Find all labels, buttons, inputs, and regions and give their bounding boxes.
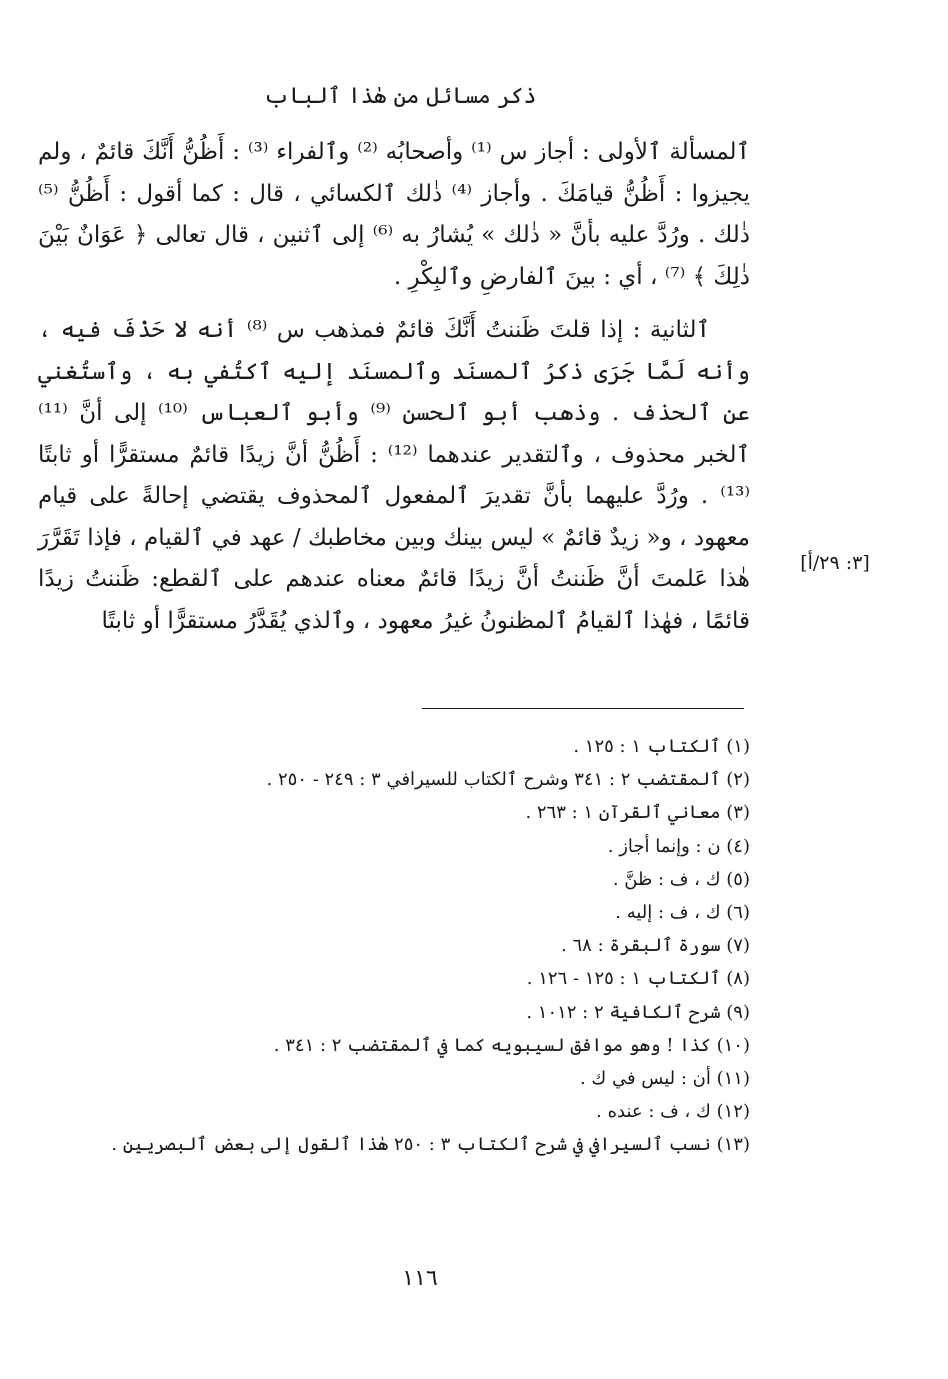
footnote: (٨) ٱلكتاب ١ : ١٢٥ - ١٢٦ . <box>526 968 750 990</box>
page-number: ١١٦ <box>402 1266 438 1291</box>
footnote: (١) ٱلكتاب ١ : ١٢٥ . <box>573 736 750 757</box>
footnotes-list <box>60 730 750 1162</box>
main-text <box>38 132 750 642</box>
footnote: (٦) ك ، ف : إليه . <box>615 902 750 924</box>
footnote: (١١) أن : ليس في ك . <box>579 1068 750 1090</box>
footnote: (٤) ن : وإنما أجاز . <box>607 835 750 857</box>
running-title: ذكر مسائل من هٰذا ٱلباب <box>263 84 537 109</box>
footnote: (٧) سورة ٱلبقرة : ٦٨ . <box>561 935 750 957</box>
footnote: (١٢) ك ، ف : عنده . <box>596 1101 750 1123</box>
footnote: (٣) معاني ٱلقرآن ١ : ٢٦٣ . <box>525 802 750 824</box>
paragraph-second-issue: ٱلثانية : إذا قلتَ ظَننتُ أَنَّكَ قائمٌ فمذهب س ⁽⁸⁾ أنه لا حَذْفَ فيه ، وأنه لَمَّا جَرَى ذكرُ ٱلمسنَد وٱلمسنَد إليه ٱكتُفي به ، وٱستُغني عن ٱلحذف . وذهب أبو ٱلحسن ⁽⁹⁾ وأبو ٱلعباس ⁽¹⁰⁾ إلى أنَّ ⁽¹¹⁾ ٱلخبر محذوف ، وٱلتقدير عندهما ⁽¹²⁾ : أَظُنُّ أنَّ زيدًا قائمٌ مستقرًّا أو ثابتًا ⁽¹³⁾ . ورُدَّ عليهما بأنَّ تقديرَ ٱلمفعول ٱلمحذوف يقتضي إحالةً على قيام معهود ، و« زيدٌ قائمٌ » ليس بينك وبين مخاطبك / عهد في ٱلقيام ، فإذا تَقَرَّرَ هٰذا عَلمتَ أنَّ ظَننتُ أنَّ زيدًا قائمٌ معناه عندهم على ٱلقطع: ظَننتُ زيدًا قائمًا ، فهٰذا ٱلقيامُ ٱلمظنونُ غيرُ معهود ، وٱلذي يُقَدَّرُ مستقرًّا أو ثابتًا <box>38 317 750 634</box>
paragraph-first-issue: ٱلمسألة ٱلأولى : أجاز س ⁽¹⁾ وأصحابُه ⁽²⁾ وٱلفراء ⁽³⁾ : أَظُنُّ أَنَّكَ قائمٌ ، ولم يجيزوا : أَظُنُّ قيامَكَ . وأجاز ⁽⁴⁾ ذٰلك ٱلكسائي ، قال : كما أقول : أَظُنُّ ⁽⁵⁾ ذٰلك . ورُدَّ عليه بأنَّ « ذٰلك » يُشارُ به ⁽⁶⁾ إلى ٱثنين ، قال تعالى ﴿ عَوَانٌ بَيْنَ ذٰلِكَ ﴾ ⁽⁷⁾ ، أي : بينَ ٱلفارضِ وٱلبِكْرِ . <box>38 139 751 290</box>
footnote: (٥) ك ، ف : ظنَّ . <box>612 868 750 890</box>
footnote: (١٠) كذا ! وهو موافق لسيبويه كما في ٱلمقتضب ٢ : ٣٤١ . <box>273 1034 750 1056</box>
footnote-separator <box>422 708 744 709</box>
footnote: (٩) شرح ٱلكافية ٢ : ١٠١٢ . <box>526 1001 750 1023</box>
footnote: (١٣) نسب ٱلسيرافي في شرح ٱلكتاب ٣ : ٢٥٠ هٰذا ٱلقول إلى بعض ٱلبصريين . <box>111 1134 750 1156</box>
footnote: (٢) ٱلمقتضب ٢ : ٣٤١ وشرح ٱلكتاب للسيرافي ٣ : ٢٤٩ - ٢٥٠ . <box>266 769 750 791</box>
manuscript-folio-reference: [٣: ٢٩/أ] <box>800 552 870 574</box>
